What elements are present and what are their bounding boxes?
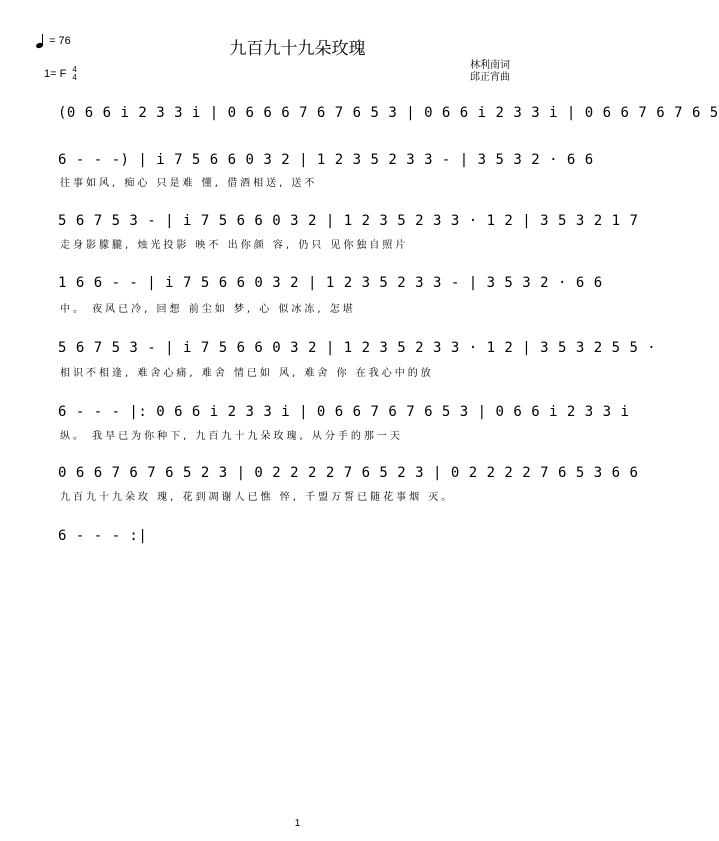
composer: 邱正宵曲 [470, 72, 510, 83]
notation-row: 6 - - - :| [58, 528, 148, 544]
notation-row: 5 6 7 5 3 - | i 7 5 6 6 0 3 2 | 1 2 3 5 2 3 3 · 1 2 | 3 5 3 2 5 5 · [58, 340, 657, 356]
notation-row: 0 6 6 7 6 7 6 5 2 3 | 0 2 2 2 2 7 6 5 2 3 | 0 2 2 2 2 7 6 5 3 6 6 [58, 465, 639, 481]
notation-row: 1 6 6 - - | i 7 5 6 6 0 3 2 | 1 2 3 5 2 3 3 - | 3 5 3 2 · 6 6 [58, 275, 603, 291]
tempo-text: = 76 [49, 34, 71, 47]
lyric-row: 九百九十九朵玫 瑰, 花到凋谢人已憔 悴, 千盟万誓已随花事烟 灭。 [60, 492, 455, 503]
quarter-note-icon [36, 34, 46, 48]
tempo-marking [36, 34, 71, 48]
page-title: 九百九十九朵玫瑰 [229, 39, 366, 59]
page-number: 1 [294, 818, 301, 829]
lyric-row: 相识不相逢, 难舍心痛, 难舍 情已如 风, 难舍 你 在我心中的放 [60, 368, 434, 379]
lyric-row: 中。 夜风已冷, 回想 前尘如 梦, 心 似冰冻, 怎堪 [60, 304, 356, 315]
key-signature [44, 66, 77, 82]
lyric-row: 往事如风, 痴心 只是难 懂, 借酒相送, 送不 [60, 178, 318, 189]
lyricist: 林利南词 [470, 60, 510, 71]
time-bottom: 4 [72, 73, 77, 82]
notation-row: 6 - - -) | i 7 5 6 6 0 3 2 | 1 2 3 5 2 3 3 - | 3 5 3 2 · 6 6 [58, 152, 594, 168]
notation-row: 6 - - - |: 0 6 6 i 2 3 3 i | 0 6 6 7 6 7 6 5 3 | 0 6 6 i 2 3 3 i [58, 404, 630, 420]
lyric-row: 纵。 我早已为你种下, 九百九十九朵玫瑰, 从分手的那一天 [60, 431, 403, 442]
time-signature [72, 66, 76, 82]
notation-row: (0 6 6 i 2 3 3 i | 0 6 6 6 7 6 7 6 5 3 | 0 6 6 i 2 3 3 i | 0 6 6 7 6 7 6 5 [58, 105, 719, 121]
key-text: 1= F [44, 67, 67, 80]
credits [470, 60, 510, 84]
time-top: 4 [72, 65, 77, 74]
notation-row: 5 6 7 5 3 - | i 7 5 6 6 0 3 2 | 1 2 3 5 2 3 3 · 1 2 | 3 5 3 2 1 7 [58, 213, 639, 229]
lyric-row: 走身影朦朧, 烛光投影 映不 出你颜 容, 仍只 见你独自照片 [60, 240, 409, 251]
